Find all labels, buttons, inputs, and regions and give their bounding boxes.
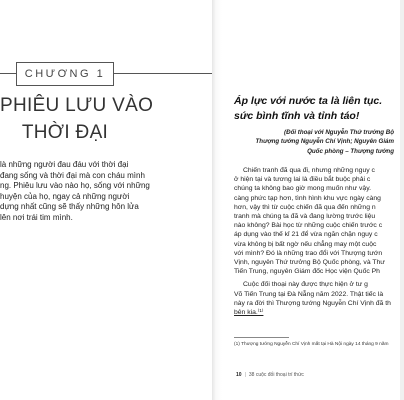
article-subtitle <box>222 128 394 156</box>
body-line: chúng ta không bao giờ mong muốn như vậy. <box>234 185 371 193</box>
footnote: (1) Thượng tướng Nguyễn Chí Vịnh mất tại Hà Nội ngày 14 tháng 9 năm <box>234 342 389 347</box>
body-line: Tiến Trung, nguyên Giám đốc Học viện Quốc Ph <box>234 268 380 276</box>
body-line: bên kia.⁽¹⁾ <box>234 309 264 317</box>
intro-line: huyện của họ, ngay cả những người <box>0 191 130 201</box>
intro-line: là những người đau đáu với thời đại <box>0 160 129 169</box>
body-line: với mình? Đó là những trao đổi với Thượng tướn <box>234 249 383 257</box>
body-line: áp dụng vào thế kỉ 21 để vừa ngăn chặn nguy c <box>234 231 378 239</box>
body-line: Cuộc đối thoại này được thực hiện ở tư g <box>243 281 368 289</box>
body-line: càng phức tạp hơn, tình hình khu vực ngày càng <box>234 194 381 202</box>
chapter-label: CHƯƠNG 1 <box>24 68 106 80</box>
article-body <box>234 166 404 317</box>
body-line: Võ Tiến Trung tại Đà Nẵng năm 2022. Thật tiếc là <box>234 290 384 298</box>
heading-line: sức bình tĩnh và tỉnh táo! <box>234 110 360 122</box>
subtitle-line: Quốc phòng – Thượng tướng <box>307 147 394 155</box>
chapter-intro-text <box>0 160 150 224</box>
chapter-title-line: PHIÊU LƯU VÀO <box>0 95 154 116</box>
intro-line: lên nơi trái tim mình. <box>0 212 73 222</box>
body-line: ở hiện tại và tương lai là điều bắt buộc phải c <box>234 176 371 184</box>
intro-line: dựng nhất cũng sẽ thấy những hôn lửa <box>0 202 139 212</box>
chapter-title <box>0 92 154 146</box>
page-footer <box>236 372 304 378</box>
body-line: này ra đời thì Thượng tướng Nguyễn Chí Vịnh đã th <box>234 299 391 307</box>
page-number: 10 <box>236 372 242 378</box>
intro-line: ng. Phiêu lưu vào nào họ, sống với những <box>0 181 150 191</box>
running-title: 38 cuộc đối thoại trí thức <box>248 372 304 378</box>
book-gutter <box>212 0 222 400</box>
subtitle-line: Thượng tướng Nguyễn Chí Vịnh; Nguyên Giám <box>255 138 394 146</box>
footer-separator: | <box>244 372 246 378</box>
footnote-divider <box>234 337 289 338</box>
body-line: nào không? Bài học từ những cuộc chiến trước c <box>234 222 383 230</box>
body-line: hơn, vậy thì từ cuộc chiến đã qua đến những n <box>234 203 376 211</box>
article-heading <box>234 94 404 124</box>
body-line: Chiến tranh đã qua đi, nhưng những nguy c <box>243 167 375 174</box>
body-line: tranh mà chúng ta đã và đang lường trước liệu <box>234 213 376 221</box>
body-line: vừa không bị bất ngờ nếu chẳng may một cuộc <box>234 240 377 248</box>
subtitle-line: (Đối thoại với Nguyễn Thứ trưởng Bộ <box>284 129 394 136</box>
chapter-label-box <box>16 62 114 86</box>
body-line: Vịnh, nguyên Thứ trưởng Bộ Quốc phòng, và Thư <box>234 259 385 267</box>
right-page <box>222 0 400 400</box>
chapter-title-line: THỜI ĐẠI <box>21 122 109 143</box>
heading-line: Áp lực với nước ta là liên tục. <box>234 95 383 107</box>
intro-line: đang sống và thời đại mà con cháu mình <box>0 170 145 180</box>
